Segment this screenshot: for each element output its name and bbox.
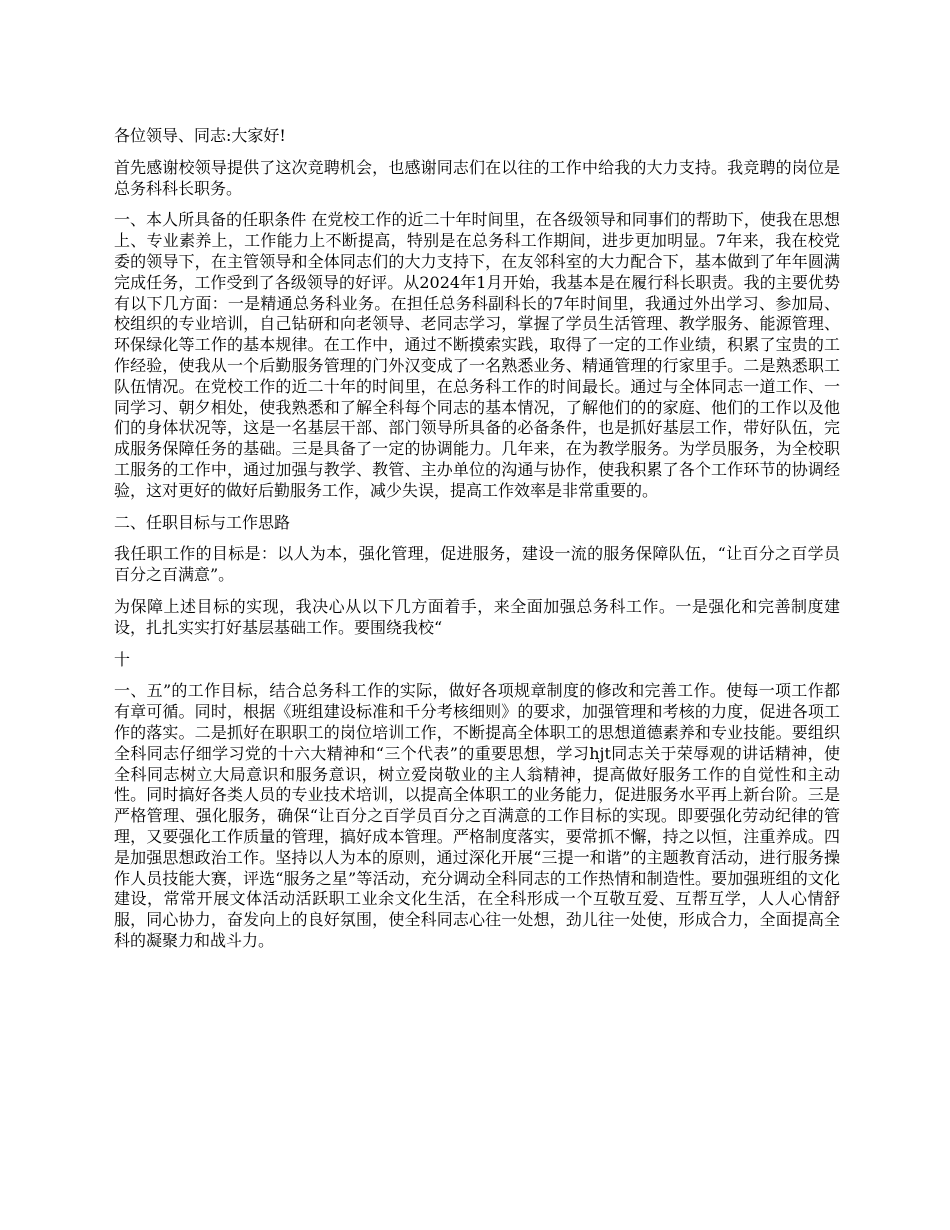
fragment-paragraph: 十 [114, 649, 131, 669]
intro-paragraph: 首先感谢校领导提供了这次竞聘机会，也感谢同志们在以往的工作中给我的大力支持。我竞聘的岗位是总务科科长职务。 [114, 157, 840, 198]
greeting-paragraph: 各位领导、同志:大家好! [114, 126, 286, 145]
plan-paragraph: 为保障上述目标的实现，我决心从以下几方面着手，来全面加强总务科工作。一是强化和完善制度建设，扎扎实实打好基层基础工作。要围绕我校“ [114, 596, 840, 637]
section-heading-goals: 二、任职目标与工作思路 [114, 512, 291, 532]
document-body [114, 126, 840, 963]
qualifications-paragraph: 一、本人所具备的任职条件 在党校工作的近二十年时间里，在各级领导和同事们的帮助下，使我在思想上、专业素养上，工作能力上不断提高，特别是在总务科工作期间，进步更加明显。7年来，我在校党委的领导下，在主管领导和全体同志们的大力支持下，在友邻科室的大力配合下，基本做到了年年圆满完成任务，工作受到了各级领导的好评。从2024年1月开始，我基本是在履行科长职责。我的主要优势有以下几方面：一是精通总务科业务。在担任总务科副科长的7年时间里，我通过外出学习、参加局、校组织的专业培训，自己钻研和向老领导、老同志学习，掌握了学员生活管理、教学服务、能源管理、环保绿化等工作的基本规律。在工作中，通过不断摸索实践，取得了一定的工作业绩，积累了宝贵的工作经验，使我从一个后勤服务管理的门外汉变成了一名熟悉业务、精通管理的行家里手。二是熟悉职工队伍情况。在党校工作的近二十年的时间里，在总务科工作的时间最长。通过与全体同志一道工作、一同学习、朝夕相处，使我熟悉和了解全科每个同志的基本情况，了解他们的的家庭、他们的工作以及他们的身体状况等，这是一名基层干部、部门领导所具备的必备条件，也是抓好基层工作，带好队伍，完成服务保障任务的基础。三是具备了一定的协调能力。几年来，在为教学服务。为学员服务，为全校职工服务的工作中，通过加强与教学、教管、主办单位的沟通与协作，使我积累了各个工作环节的协调经验，这对更好的做好后勤服务工作，减少失误，提高工作效率是非常重要的。 [114, 210, 840, 500]
measures-paragraph: 一、五”的工作目标，结合总务科工作的实际，做好各项规章制度的修改和完善工作。使每一项工作都有章可循。同时，根据《班组建设标准和千分考核细则》的要求，加强管理和考核的力度，促进各项工作的落实。二是抓好在职职工的岗位培训工作，不断提高全体职工的思想道德素养和专业技能。要组织全科同志仔细学习党的十六大精神和“三个代表”的重要思想，学习hjt同志关于荣辱观的讲话精神，使全科同志树立大局意识和服务意识，树立爱岗敬业的主人翁精神，提高做好服务工作的自觉性和主动性。同时搞好各类人员的专业技术培训，以提高全体职工的业务能力，促进服务水平再上新台阶。三是严格管理、强化服务，确保“让百分之百学员百分之百满意的工作目标的实现。即要强化劳动纪律的管理，又要强化工作质量的管理，搞好成本管理。严格制度落实，要常抓不懈，持之以恒，注重养成。四是加强思想政治工作。坚持以人为本的原则，通过深化开展“三提一和谐”的主题教育活动，进行服务操作人员技能大赛，评选“服务之星”等活动，充分调动全科同志的工作热情和制造性。要加强班组的文化建设，常常开展文体活动活跃职工业余文化生活，在全科形成一个互敬互爱、互帮互学，人人心情舒服，同心协力，奋发向上的良好氛围，使全科同志心往一处想，劲儿往一处使，形成合力，全面提高全科的凝聚力和战斗力。 [114, 681, 840, 950]
goal-paragraph: 我任职工作的目标是：以人为本，强化管理，促进服务，建设一流的服务保障队伍，“让百分之百学员百分之百满意”。 [114, 544, 840, 585]
